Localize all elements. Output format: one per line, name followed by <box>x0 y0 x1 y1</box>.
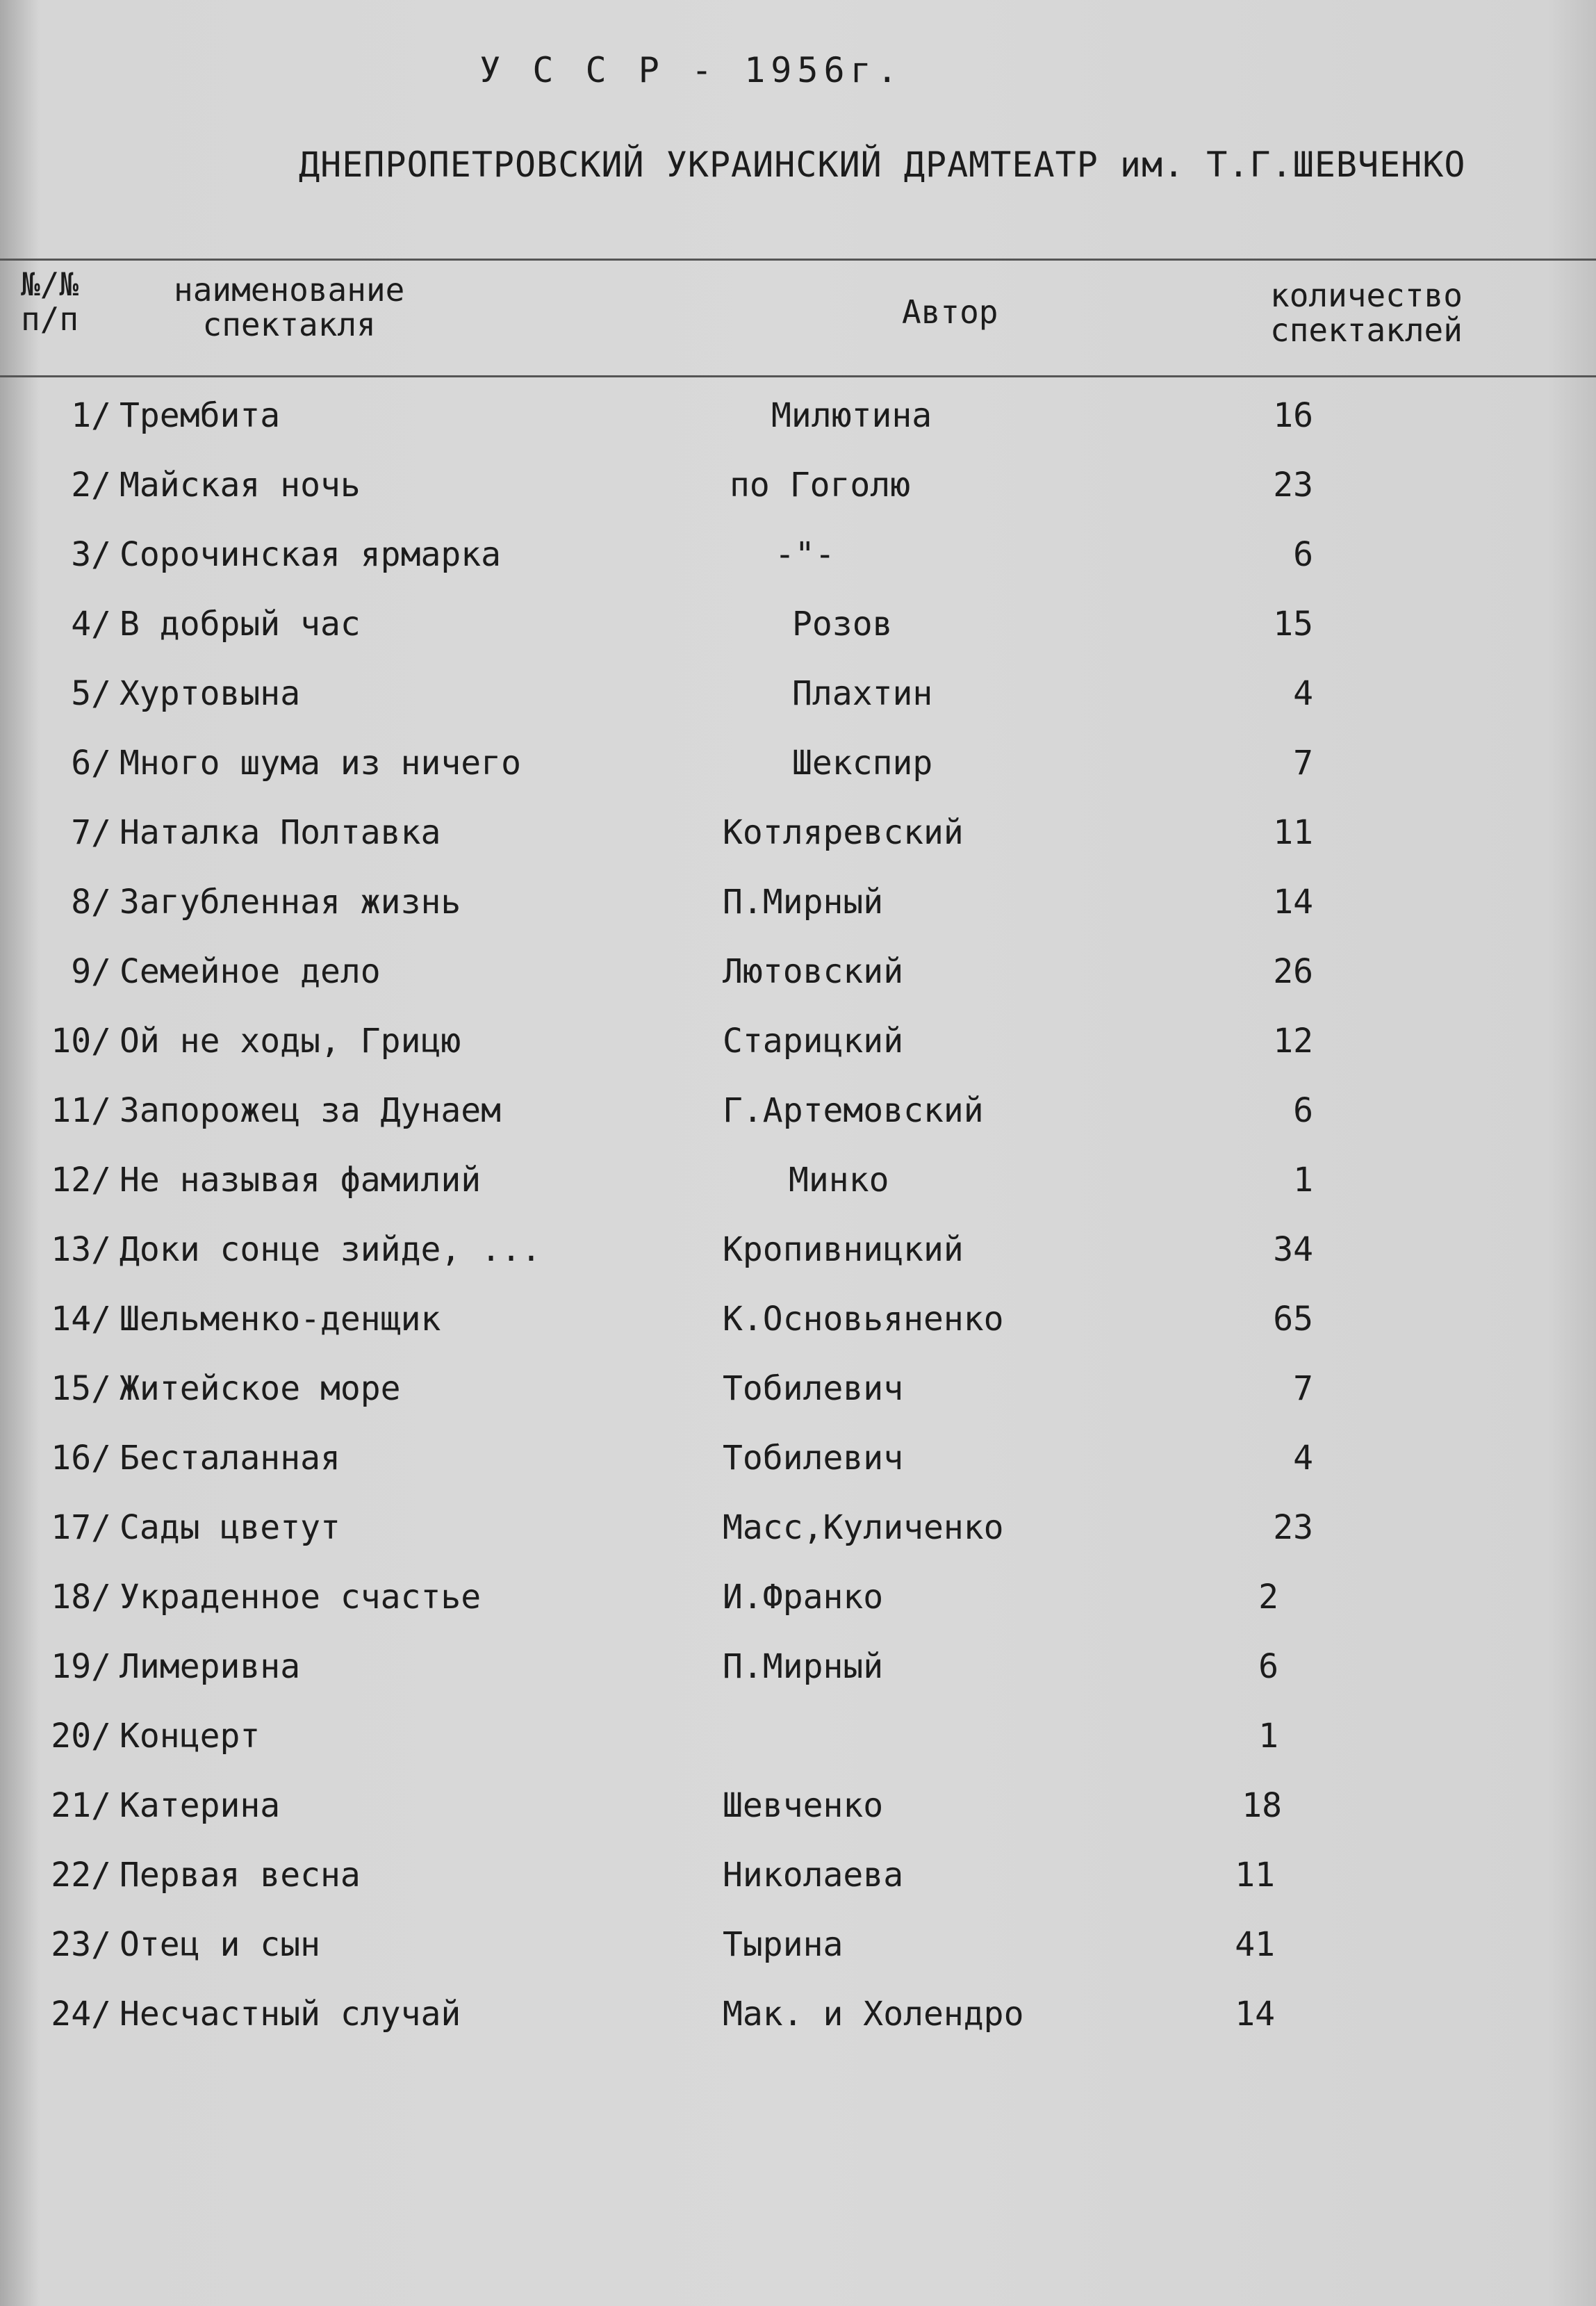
play-name: Украденное счастье <box>120 1578 482 1617</box>
performance-count: 6 <box>1258 1647 1278 1686</box>
row-number: 14/ <box>51 1300 111 1339</box>
play-author: Тобилевич <box>723 1369 904 1408</box>
row-number: 17/ <box>51 1508 111 1547</box>
play-author: К.Основьяненко <box>723 1300 1004 1339</box>
row-number: 21/ <box>51 1786 111 1825</box>
play-name: Бесталанная <box>120 1439 340 1478</box>
play-name: Концерт <box>120 1717 261 1756</box>
row-number: 6/ <box>71 744 111 783</box>
performance-count: 6 <box>1293 1091 1313 1130</box>
col-header-name-text: наименование спектакля <box>174 271 405 343</box>
table-row <box>0 1717 1596 1786</box>
table-row <box>0 744 1596 813</box>
table-row <box>0 952 1596 1022</box>
table-row <box>0 1300 1596 1369</box>
table-row <box>0 1578 1596 1647</box>
performance-count: 11 <box>1235 1856 1275 1895</box>
performance-count: 41 <box>1235 1925 1275 1964</box>
performance-count: 34 <box>1273 1230 1313 1269</box>
play-name: Семейное дело <box>120 952 381 991</box>
row-number: 22/ <box>51 1856 111 1895</box>
row-number: 4/ <box>71 605 111 644</box>
header-top-rule <box>0 259 1596 261</box>
performance-count: 11 <box>1273 813 1313 852</box>
col-header-count-text: количество спектаклей <box>1270 277 1463 349</box>
table-row <box>0 1230 1596 1300</box>
row-number: 7/ <box>71 813 111 852</box>
col-header-number <box>21 267 79 336</box>
play-name: Наталка Полтавка <box>120 813 441 852</box>
row-number: 15/ <box>51 1369 111 1408</box>
play-name: Хуртовына <box>120 674 301 713</box>
performance-count: 18 <box>1242 1786 1282 1825</box>
row-number: 9/ <box>71 952 111 991</box>
table-row <box>0 1369 1596 1439</box>
performance-count: 7 <box>1293 744 1313 783</box>
play-name: В добрый час <box>120 605 361 644</box>
play-name: Доки сонце зийде, ... <box>120 1230 541 1269</box>
performance-count: 7 <box>1293 1369 1313 1408</box>
performance-count: 1 <box>1293 1161 1313 1200</box>
play-name: Запорожец за Дунаем <box>120 1091 502 1130</box>
play-name: Не называя фамилий <box>120 1161 482 1200</box>
row-number: 19/ <box>51 1647 111 1686</box>
play-name: Первая весна <box>120 1856 361 1895</box>
col-header-author-text: Автор <box>902 293 998 331</box>
table-row <box>0 883 1596 952</box>
table-row <box>0 1995 1596 2064</box>
play-name: Трембита <box>120 396 281 435</box>
row-number: 2/ <box>71 466 111 505</box>
table-row <box>0 605 1596 674</box>
play-author: Мак. и Холендро <box>723 1995 1024 2034</box>
play-name: Катерина <box>120 1786 281 1825</box>
col-header-count <box>1270 278 1463 347</box>
table-row <box>0 535 1596 605</box>
play-name: Сорочинская ярмарка <box>120 535 502 574</box>
table-row <box>0 1508 1596 1578</box>
performance-count: 14 <box>1235 1995 1275 2034</box>
table-row <box>0 1925 1596 1995</box>
play-author: Старицкий <box>723 1022 904 1061</box>
performance-count: 4 <box>1293 674 1313 713</box>
play-author: Плахтин <box>792 674 933 713</box>
play-name: Много шума из ничего <box>120 744 521 783</box>
play-author: Шекспир <box>792 744 933 783</box>
performance-count: 16 <box>1273 396 1313 435</box>
row-number: 1/ <box>71 396 111 435</box>
play-name: Отец и сын <box>120 1925 320 1964</box>
table-row <box>0 1161 1596 1230</box>
row-number: 11/ <box>51 1091 111 1130</box>
row-number: 12/ <box>51 1161 111 1200</box>
header-bottom-rule <box>0 375 1596 377</box>
performance-count: 65 <box>1273 1300 1313 1339</box>
performance-count: 4 <box>1293 1439 1313 1478</box>
table-row <box>0 1786 1596 1856</box>
row-number: 3/ <box>71 535 111 574</box>
row-number: 16/ <box>51 1439 111 1478</box>
row-number: 20/ <box>51 1717 111 1756</box>
play-author: Тырина <box>723 1925 844 1964</box>
table-row <box>0 1022 1596 1091</box>
play-author: Котляревский <box>723 813 964 852</box>
play-author: Минко <box>789 1161 889 1200</box>
row-number: 8/ <box>71 883 111 922</box>
row-number: 10/ <box>51 1022 111 1061</box>
performance-count: 1 <box>1258 1717 1278 1756</box>
play-author: Лютовский <box>723 952 904 991</box>
performances-table <box>0 396 1596 2064</box>
play-author: Кропивницкий <box>723 1230 964 1269</box>
document-title: У С С Р - 1956г. <box>479 50 903 90</box>
col-header-number-text: №/№ п/п <box>21 265 79 338</box>
play-author: Розов <box>792 605 893 644</box>
performance-count: 26 <box>1273 952 1313 991</box>
col-header-name <box>174 272 404 342</box>
play-name: Сады цветут <box>120 1508 340 1547</box>
table-row <box>0 813 1596 883</box>
play-name: Майская ночь <box>120 466 361 505</box>
play-name: Загубленная жизнь <box>120 883 461 922</box>
play-author: -"- <box>775 535 835 574</box>
play-author: Г.Артемовский <box>723 1091 984 1130</box>
table-row <box>0 396 1596 466</box>
play-name: Несчастный случай <box>120 1995 461 2034</box>
performance-count: 23 <box>1273 466 1313 505</box>
performance-count: 14 <box>1273 883 1313 922</box>
play-name: Житейское море <box>120 1369 401 1408</box>
play-author: Николаева <box>723 1856 904 1895</box>
performance-count: 12 <box>1273 1022 1313 1061</box>
play-author: П.Мирный <box>723 883 884 922</box>
play-author: Масс,Куличенко <box>723 1508 1004 1547</box>
performance-count: 6 <box>1293 535 1313 574</box>
table-row <box>0 1856 1596 1925</box>
performance-count: 23 <box>1273 1508 1313 1547</box>
play-author: И.Франко <box>723 1578 884 1617</box>
play-author: по Гоголю <box>730 466 911 505</box>
table-row <box>0 466 1596 535</box>
table-row <box>0 1647 1596 1717</box>
performance-count: 2 <box>1258 1578 1278 1617</box>
play-name: Лимеривна <box>120 1647 301 1686</box>
row-number: 18/ <box>51 1578 111 1617</box>
row-number: 13/ <box>51 1230 111 1269</box>
col-header-author <box>902 295 998 329</box>
table-row <box>0 674 1596 744</box>
play-author: Милютина <box>771 396 932 435</box>
row-number: 24/ <box>51 1995 111 2034</box>
play-author: Тобилевич <box>723 1439 904 1478</box>
play-author: П.Мирный <box>723 1647 884 1686</box>
play-name: Шельменко-денщик <box>120 1300 441 1339</box>
row-number: 23/ <box>51 1925 111 1964</box>
play-author: Шевченко <box>723 1786 884 1825</box>
table-row <box>0 1091 1596 1161</box>
performance-count: 15 <box>1273 605 1313 644</box>
play-name: Ой не ходы, Грицю <box>120 1022 461 1061</box>
row-number: 5/ <box>71 674 111 713</box>
table-row <box>0 1439 1596 1508</box>
theatre-name: ДНЕПРОПЕТРОВСКИЙ УКРАИНСКИЙ ДРАМТЕАТР им. Т.Г.ШЕВЧЕНКО <box>299 145 1466 185</box>
